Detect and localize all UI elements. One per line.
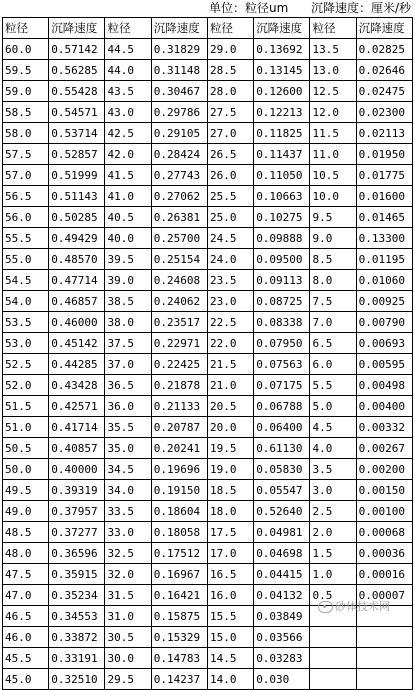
settling-velocity-cell: 0.10663: [254, 186, 310, 207]
particle-size-cell: 53.5: [3, 312, 49, 333]
particle-size-cell: 42.0: [105, 144, 151, 165]
settling-velocity-cell: 0.31829: [151, 39, 207, 60]
header-velocity: 沉降速度: [356, 18, 412, 39]
settling-velocity-cell: 0.13300: [356, 228, 412, 249]
particle-size-cell: 33.0: [105, 522, 151, 543]
settling-velocity-cell: 0.36596: [49, 543, 105, 564]
settling-velocity-cell: 0.41714: [49, 417, 105, 438]
particle-size-cell: 1.5: [310, 543, 356, 564]
particle-size-cell: 25.5: [207, 186, 253, 207]
particle-size-cell: 1.0: [310, 564, 356, 585]
settling-velocity-cell: 0.18604: [151, 501, 207, 522]
particle-size-cell: 12.5: [310, 81, 356, 102]
settling-velocity-cell: 0.05547: [254, 480, 310, 501]
particle-size-cell: 37.5: [105, 333, 151, 354]
particle-size-cell: 2.5: [310, 501, 356, 522]
particle-size-cell: 44.0: [105, 60, 151, 81]
settling-velocity-cell: 0.01465: [356, 207, 412, 228]
settling-velocity-cell: 0.44285: [49, 354, 105, 375]
table-row: [3, 459, 413, 480]
settling-velocity-cell: 0.22971: [151, 333, 207, 354]
settling-velocity-cell: 0.11050: [254, 165, 310, 186]
settling-velocity-cell: 0.29105: [151, 123, 207, 144]
settling-velocity-cell: 0.51999: [49, 165, 105, 186]
particle-size-cell: 29.0: [207, 39, 253, 60]
settling-velocity-cell: 0.55428: [49, 81, 105, 102]
particle-size-cell: 11.0: [310, 144, 356, 165]
particle-size-cell: 55.0: [3, 249, 49, 270]
settling-velocity-cell: 0.00595: [356, 354, 412, 375]
settling-velocity-cell: 0.15875: [151, 606, 207, 627]
table-row: [3, 354, 413, 375]
particle-size-cell: 49.5: [3, 480, 49, 501]
particle-size-cell: 27.5: [207, 102, 253, 123]
particle-size-cell: 28.0: [207, 81, 253, 102]
settling-velocity-cell: 0.00790: [356, 312, 412, 333]
settling-velocity-cell: 0.42571: [49, 396, 105, 417]
table-row: [3, 501, 413, 522]
particle-size-cell: 56.5: [3, 186, 49, 207]
settling-velocity-cell: 0.25154: [151, 249, 207, 270]
particle-size-cell: 25.0: [207, 207, 253, 228]
settling-velocity-cell: 0.61130: [254, 438, 310, 459]
settling-velocity-cell: 0.16967: [151, 564, 207, 585]
header-velocity: 沉降速度: [151, 18, 207, 39]
settling-velocity-cell: 0.49429: [49, 228, 105, 249]
table-row: [3, 564, 413, 585]
particle-size-cell: 40.5: [105, 207, 151, 228]
settling-velocity-cell: [356, 669, 412, 690]
particle-size-cell: [310, 669, 356, 690]
particle-size-cell: 19.5: [207, 438, 253, 459]
particle-size-cell: 53.0: [3, 333, 49, 354]
particle-size-cell: 46.5: [3, 606, 49, 627]
settling-velocity-cell: [356, 627, 412, 648]
particle-size-cell: 41.5: [105, 165, 151, 186]
particle-size-cell: 37.0: [105, 354, 151, 375]
unit-line: [0, 0, 415, 17]
particle-size-cell: [310, 627, 356, 648]
particle-size-cell: 14.5: [207, 648, 253, 669]
settling-velocity-table: [2, 17, 413, 690]
particle-size-cell: 36.0: [105, 396, 151, 417]
particle-size-cell: 48.0: [3, 543, 49, 564]
settling-velocity-cell: 0.09888: [254, 228, 310, 249]
settling-velocity-cell: 0.02300: [356, 102, 412, 123]
settling-velocity-cell: 0.00016: [356, 564, 412, 585]
settling-velocity-cell: 0.06400: [254, 417, 310, 438]
particle-size-cell: 50.5: [3, 438, 49, 459]
settling-velocity-cell: 0.13145: [254, 60, 310, 81]
settling-velocity-cell: 0.02475: [356, 81, 412, 102]
settling-velocity-cell: 0.04981: [254, 522, 310, 543]
settling-velocity-cell: 0.03283: [254, 648, 310, 669]
settling-velocity-cell: 0.00925: [356, 291, 412, 312]
particle-size-cell: 26.5: [207, 144, 253, 165]
settling-velocity-cell: 0.00100: [356, 501, 412, 522]
header-size: 粒径: [310, 18, 356, 39]
particle-size-cell: 18.5: [207, 480, 253, 501]
settling-velocity-cell: 0.18058: [151, 522, 207, 543]
particle-size-cell: 16.5: [207, 564, 253, 585]
particle-size-cell: 21.5: [207, 354, 253, 375]
settling-velocity-cell: 0.05830: [254, 459, 310, 480]
table-row: [3, 102, 413, 123]
settling-velocity-cell: 0.08338: [254, 312, 310, 333]
particle-size-cell: 32.5: [105, 543, 151, 564]
table-row: [3, 648, 413, 669]
particle-size-cell: 22.0: [207, 333, 253, 354]
settling-velocity-cell: 0.24608: [151, 270, 207, 291]
particle-size-cell: 45.0: [3, 669, 49, 690]
particle-size-cell: 44.5: [105, 39, 151, 60]
particle-size-cell: 23.0: [207, 291, 253, 312]
settling-velocity-cell: 0.00267: [356, 438, 412, 459]
settling-velocity-cell: 0.30467: [151, 81, 207, 102]
particle-size-cell: 17.0: [207, 543, 253, 564]
particle-size-cell: 51.5: [3, 396, 49, 417]
settling-velocity-cell: 0.29786: [151, 102, 207, 123]
settling-velocity-cell: 0.47714: [49, 270, 105, 291]
particle-size-cell: 20.5: [207, 396, 253, 417]
particle-size-cell: 39.0: [105, 270, 151, 291]
settling-velocity-cell: 0.40000: [49, 459, 105, 480]
settling-velocity-cell: 0.19696: [151, 459, 207, 480]
particle-size-cell: 15.0: [207, 627, 253, 648]
particle-size-cell: 15.5: [207, 606, 253, 627]
table-row: [3, 81, 413, 102]
table-row: [3, 522, 413, 543]
watermark: [318, 598, 390, 614]
settling-velocity-cell: 0.51143: [49, 186, 105, 207]
particle-size-cell: 31.0: [105, 606, 151, 627]
table-row: [3, 480, 413, 501]
settling-velocity-cell: 0.00400: [356, 396, 412, 417]
particle-size-cell: 10.0: [310, 186, 356, 207]
particle-size-cell: 47.5: [3, 564, 49, 585]
table-row: [3, 543, 413, 564]
settling-velocity-cell: 0.46857: [49, 291, 105, 312]
particle-size-cell: 2.0: [310, 522, 356, 543]
settling-velocity-cell: 0.02825: [356, 39, 412, 60]
settling-velocity-cell: 0.09113: [254, 270, 310, 291]
particle-size-cell: 51.0: [3, 417, 49, 438]
particle-size-cell: 32.0: [105, 564, 151, 585]
particle-size-cell: 0.5: [310, 585, 356, 606]
settling-velocity-cell: 0.31148: [151, 60, 207, 81]
particle-size-cell: 60.0: [3, 39, 49, 60]
particle-size-cell: 7.0: [310, 312, 356, 333]
settling-velocity-cell: 0.56285: [49, 60, 105, 81]
header-velocity: 沉降速度: [49, 18, 105, 39]
settling-velocity-cell: 0.00150: [356, 480, 412, 501]
header-size: 粒径: [207, 18, 253, 39]
particle-size-cell: 58.5: [3, 102, 49, 123]
settling-velocity-cell: 0.00036: [356, 543, 412, 564]
particle-size-cell: 40.0: [105, 228, 151, 249]
particle-size-cell: 3.0: [310, 480, 356, 501]
particle-size-cell: 59.5: [3, 60, 49, 81]
settling-velocity-cell: 0.00007: [356, 585, 412, 606]
settling-velocity-cell: 0.37277: [49, 522, 105, 543]
particle-size-cell: 46.0: [3, 627, 49, 648]
settling-velocity-cell: [356, 648, 412, 669]
settling-velocity-cell: 0.22425: [151, 354, 207, 375]
settling-velocity-cell: 0.19150: [151, 480, 207, 501]
particle-size-cell: 11.5: [310, 123, 356, 144]
particle-size-cell: 34.0: [105, 480, 151, 501]
particle-size-cell: 5.0: [310, 396, 356, 417]
particle-size-cell: 24.0: [207, 249, 253, 270]
particle-size-cell: 36.5: [105, 375, 151, 396]
particle-size-cell: 57.0: [3, 165, 49, 186]
particle-size-cell: 6.5: [310, 333, 356, 354]
particle-size-cell: 31.5: [105, 585, 151, 606]
watermark-text: 砂体技术网: [335, 600, 390, 613]
settling-velocity-cell: 0.00200: [356, 459, 412, 480]
settling-velocity-cell: 0.20787: [151, 417, 207, 438]
speed-unit-label: 沉降速度：厘米/秒: [311, 1, 412, 15]
particle-size-cell: 47.0: [3, 585, 49, 606]
settling-velocity-cell: 0.09500: [254, 249, 310, 270]
particle-size-cell: 43.5: [105, 81, 151, 102]
table-row: [3, 270, 413, 291]
particle-size-cell: [310, 648, 356, 669]
settling-velocity-cell: 0.16421: [151, 585, 207, 606]
settling-velocity-cell: 0.39319: [49, 480, 105, 501]
settling-velocity-cell: 0.27062: [151, 186, 207, 207]
table-row: [3, 375, 413, 396]
settling-velocity-cell: 0.33191: [49, 648, 105, 669]
particle-size-cell: 35.0: [105, 438, 151, 459]
particle-size-cell: 13.5: [310, 39, 356, 60]
table-row: [3, 186, 413, 207]
settling-velocity-cell: 0.11437: [254, 144, 310, 165]
particle-size-cell: 7.5: [310, 291, 356, 312]
table-body: [3, 39, 413, 690]
table-row: [3, 207, 413, 228]
particle-size-cell: 6.0: [310, 354, 356, 375]
particle-size-cell: 30.0: [105, 648, 151, 669]
settling-velocity-cell: 0.32510: [49, 669, 105, 690]
settling-velocity-cell: 0.02113: [356, 123, 412, 144]
settling-velocity-cell: 0.28424: [151, 144, 207, 165]
size-unit-label: 单位：粒径um: [209, 1, 289, 15]
particle-size-cell: 50.0: [3, 459, 49, 480]
table-row: [3, 165, 413, 186]
table-row: [3, 627, 413, 648]
table-row: [3, 438, 413, 459]
settling-velocity-cell: 0.27743: [151, 165, 207, 186]
settling-velocity-cell: 0.11825: [254, 123, 310, 144]
chat-bubble-icon: [318, 601, 333, 613]
settling-velocity-cell: 0.20241: [151, 438, 207, 459]
table-row: [3, 333, 413, 354]
particle-size-cell: 35.5: [105, 417, 151, 438]
table-row: [3, 312, 413, 333]
particle-size-cell: 45.5: [3, 648, 49, 669]
settling-velocity-cell: 0.00332: [356, 417, 412, 438]
settling-velocity-cell: 0.53714: [49, 123, 105, 144]
particle-size-cell: 55.5: [3, 228, 49, 249]
settling-velocity-cell: 0.02646: [356, 60, 412, 81]
settling-velocity-cell: 0.01195: [356, 249, 412, 270]
settling-velocity-cell: 0.35234: [49, 585, 105, 606]
particle-size-cell: 49.0: [3, 501, 49, 522]
settling-velocity-cell: 0.57142: [49, 39, 105, 60]
particle-size-cell: 27.0: [207, 123, 253, 144]
particle-size-cell: 4.5: [310, 417, 356, 438]
settling-velocity-cell: 0.50285: [49, 207, 105, 228]
particle-size-cell: 56.0: [3, 207, 49, 228]
settling-velocity-cell: 0.45142: [49, 333, 105, 354]
settling-velocity-cell: 0.12600: [254, 81, 310, 102]
settling-velocity-cell: 0.35915: [49, 564, 105, 585]
particle-size-cell: 52.0: [3, 375, 49, 396]
settling-velocity-cell: 0.00693: [356, 333, 412, 354]
settling-velocity-cell: 0.01775: [356, 165, 412, 186]
particle-size-cell: 13.0: [310, 60, 356, 81]
settling-velocity-cell: 0.43428: [49, 375, 105, 396]
particle-size-cell: 14.0: [207, 669, 253, 690]
settling-velocity-cell: 0.24062: [151, 291, 207, 312]
particle-size-cell: 10.5: [310, 165, 356, 186]
particle-size-cell: 43.0: [105, 102, 151, 123]
header-velocity: 沉降速度: [254, 18, 310, 39]
particle-size-cell: 17.5: [207, 522, 253, 543]
particle-size-cell: 12.0: [310, 102, 356, 123]
particle-size-cell: 22.5: [207, 312, 253, 333]
table-row: [3, 669, 413, 690]
header-size: 粒径: [105, 18, 151, 39]
settling-velocity-cell: 0.14783: [151, 648, 207, 669]
settling-velocity-cell: 0.54571: [49, 102, 105, 123]
header-size: 粒径: [3, 18, 49, 39]
settling-velocity-cell: 0.40857: [49, 438, 105, 459]
particle-size-cell: 34.5: [105, 459, 151, 480]
settling-velocity-cell: 0.48570: [49, 249, 105, 270]
table-row: [3, 228, 413, 249]
particle-size-cell: 18.0: [207, 501, 253, 522]
table-row: [3, 39, 413, 60]
particle-size-cell: 8.5: [310, 249, 356, 270]
particle-size-cell: 42.5: [105, 123, 151, 144]
particle-size-cell: 3.5: [310, 459, 356, 480]
settling-velocity-cell: 0.04132: [254, 585, 310, 606]
settling-velocity-cell: 0.26381: [151, 207, 207, 228]
settling-velocity-cell: 0.17512: [151, 543, 207, 564]
table-row: [3, 144, 413, 165]
settling-velocity-cell: 0.10275: [254, 207, 310, 228]
particle-size-cell: 16.0: [207, 585, 253, 606]
particle-size-cell: 20.0: [207, 417, 253, 438]
particle-size-cell: 4.0: [310, 438, 356, 459]
settling-velocity-cell: 0.34553: [49, 606, 105, 627]
particle-size-cell: 8.0: [310, 270, 356, 291]
table-row: [3, 249, 413, 270]
settling-velocity-cell: 0.01600: [356, 186, 412, 207]
particle-size-cell: 52.5: [3, 354, 49, 375]
settling-velocity-cell: 0.25700: [151, 228, 207, 249]
particle-size-cell: 26.0: [207, 165, 253, 186]
particle-size-cell: 41.0: [105, 186, 151, 207]
particle-size-cell: 39.5: [105, 249, 151, 270]
settling-velocity-cell: 0.00068: [356, 522, 412, 543]
settling-velocity-cell: 0.13692: [254, 39, 310, 60]
particle-size-cell: 21.0: [207, 375, 253, 396]
table-row: [3, 60, 413, 81]
settling-velocity-cell: 0.46000: [49, 312, 105, 333]
settling-velocity-cell: 0.07175: [254, 375, 310, 396]
settling-velocity-cell: 0.15329: [151, 627, 207, 648]
particle-size-cell: 28.5: [207, 60, 253, 81]
settling-velocity-cell: 0.23517: [151, 312, 207, 333]
header-row: [3, 18, 413, 39]
settling-velocity-cell: 0.03849: [254, 606, 310, 627]
settling-velocity-cell: 0.04698: [254, 543, 310, 564]
settling-velocity-cell: 0.52857: [49, 144, 105, 165]
particle-size-cell: 58.0: [3, 123, 49, 144]
particle-size-cell: 30.5: [105, 627, 151, 648]
particle-size-cell: 54.0: [3, 291, 49, 312]
settling-velocity-cell: 0.12213: [254, 102, 310, 123]
particle-size-cell: 38.5: [105, 291, 151, 312]
settling-velocity-cell: 0.01060: [356, 270, 412, 291]
settling-velocity-cell: 0.08725: [254, 291, 310, 312]
particle-size-cell: 19.0: [207, 459, 253, 480]
settling-velocity-cell: 0.03566: [254, 627, 310, 648]
settling-velocity-cell: 0.04415: [254, 564, 310, 585]
particle-size-cell: 48.5: [3, 522, 49, 543]
settling-velocity-cell: 0.00498: [356, 375, 412, 396]
settling-velocity-cell: 0.030: [254, 669, 310, 690]
settling-velocity-cell: 0.21133: [151, 396, 207, 417]
settling-velocity-cell: 0.07950: [254, 333, 310, 354]
particle-size-cell: 38.0: [105, 312, 151, 333]
settling-velocity-cell: 0.37957: [49, 501, 105, 522]
table-row: [3, 396, 413, 417]
particle-size-cell: 59.0: [3, 81, 49, 102]
table-row: [3, 123, 413, 144]
settling-velocity-cell: 0.07563: [254, 354, 310, 375]
settling-velocity-cell: 0.01950: [356, 144, 412, 165]
particle-size-cell: 23.5: [207, 270, 253, 291]
settling-velocity-cell: 0.21878: [151, 375, 207, 396]
particle-size-cell: 9.0: [310, 228, 356, 249]
particle-size-cell: 33.5: [105, 501, 151, 522]
settling-velocity-cell: 0.06788: [254, 396, 310, 417]
settling-velocity-cell: 0.33872: [49, 627, 105, 648]
table-row: [3, 291, 413, 312]
particle-size-cell: 9.5: [310, 207, 356, 228]
settling-velocity-cell: 0.52640: [254, 501, 310, 522]
particle-size-cell: 57.5: [3, 144, 49, 165]
settling-velocity-cell: 0.14237: [151, 669, 207, 690]
table-row: [3, 417, 413, 438]
particle-size-cell: 24.5: [207, 228, 253, 249]
particle-size-cell: 54.5: [3, 270, 49, 291]
particle-size-cell: 29.5: [105, 669, 151, 690]
particle-size-cell: 5.5: [310, 375, 356, 396]
